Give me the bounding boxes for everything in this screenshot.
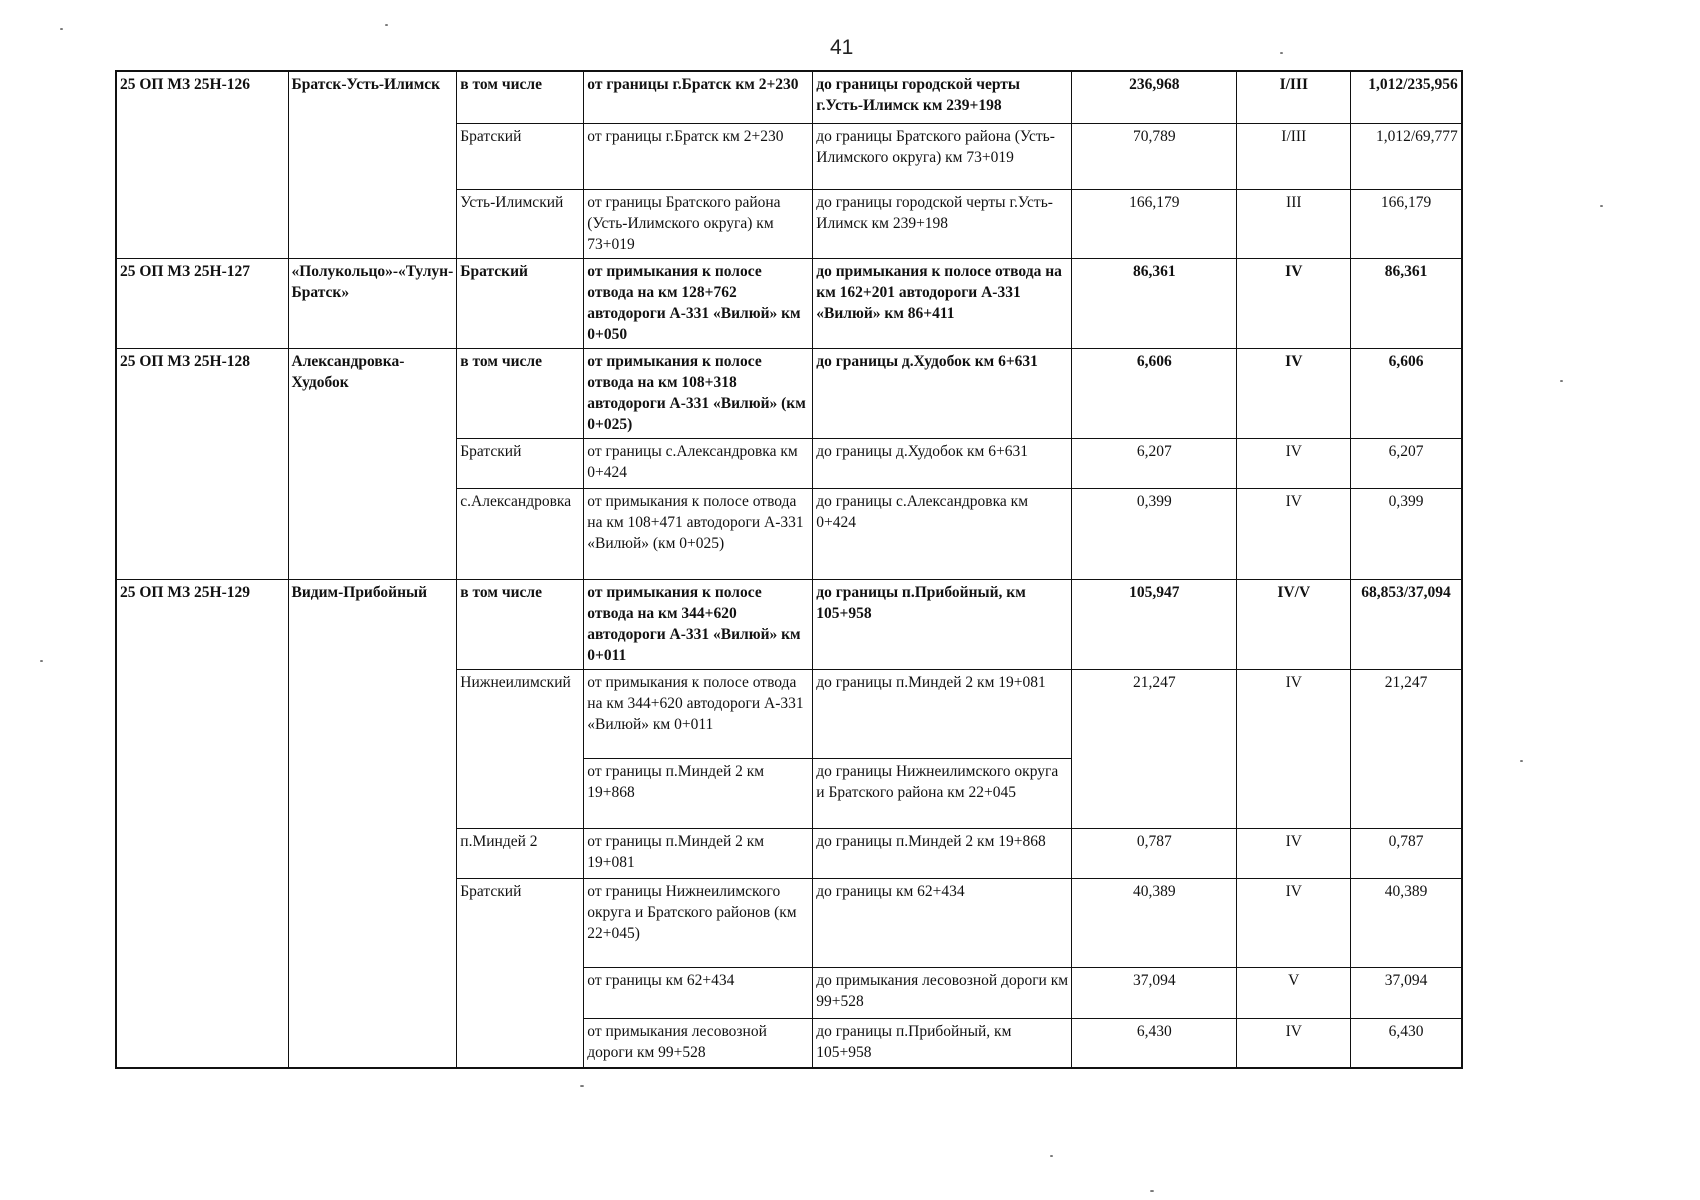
segment-to: до границы городской черты г.Усть-Илимск км 239+198 bbox=[813, 71, 1072, 123]
length-km: 6,606 bbox=[1072, 348, 1237, 438]
length-by-category-empty bbox=[1351, 758, 1462, 828]
segment-to: до границы с.Александровка км 0+424 bbox=[813, 488, 1072, 579]
road-category: I/III bbox=[1237, 71, 1351, 123]
table-row bbox=[116, 348, 1462, 438]
road-category: IV bbox=[1237, 258, 1351, 348]
road-category: I/III bbox=[1237, 123, 1351, 189]
length-by-category: 0,399 bbox=[1351, 488, 1462, 579]
length-by-category: 86,361 bbox=[1351, 258, 1462, 348]
segment-from: от примыкания к полосе отвода на км 344+620 автодороги А-331 «Вилюй» км 0+011 bbox=[584, 579, 813, 669]
segment-to: до границы городской черты г.Усть-Илимск км 239+198 bbox=[813, 189, 1072, 258]
length-by-category: 6,430 bbox=[1351, 1018, 1462, 1068]
segment-from: от границы Братского района (Усть-Илимского округа) км 73+019 bbox=[584, 189, 813, 258]
segment-to: до границы Братского района (Усть-Илимского округа) км 73+019 bbox=[813, 123, 1072, 189]
scan-speck bbox=[1560, 380, 1563, 382]
table-row bbox=[116, 258, 1462, 348]
page-number: 41 bbox=[830, 36, 854, 59]
segment-from: от примыкания к полосе отвода на км 108+318 автодороги А-331 «Вилюй» (км 0+025) bbox=[584, 348, 813, 438]
segment-to: до примыкания лесовозной дороги км 99+528 bbox=[813, 967, 1072, 1018]
segment-to: до границы д.Худобок км 6+631 bbox=[813, 438, 1072, 488]
road-code: 25 ОП МЗ 25Н-126 bbox=[116, 71, 288, 258]
length-km: 0,399 bbox=[1072, 488, 1237, 579]
segment-to: до примыкания к полосе отвода на км 162+201 автодороги А-331 «Вилюй» км 86+411 bbox=[813, 258, 1072, 348]
length-by-category: 1,012/69,777 bbox=[1351, 123, 1462, 189]
segment-to: до границы км 62+434 bbox=[813, 878, 1072, 967]
segment-from: от границы п.Миндей 2 км 19+081 bbox=[584, 828, 813, 878]
road-category: IV bbox=[1237, 488, 1351, 579]
segment-to: до границы д.Худобок км 6+631 bbox=[813, 348, 1072, 438]
table-row bbox=[116, 579, 1462, 669]
length-km: 6,207 bbox=[1072, 438, 1237, 488]
segment-from: от примыкания к полосе отвода на км 128+762 автодороги А-331 «Вилюй» км 0+050 bbox=[584, 258, 813, 348]
segment-to: до границы п.Миндей 2 км 19+868 bbox=[813, 828, 1072, 878]
road-code: 25 ОП МЗ 25Н-129 bbox=[116, 579, 288, 1068]
scan-speck bbox=[1150, 1190, 1154, 1192]
length-km: 105,947 bbox=[1072, 579, 1237, 669]
road-category: IV bbox=[1237, 438, 1351, 488]
length-by-category: 37,094 bbox=[1351, 967, 1462, 1018]
length-km: 70,789 bbox=[1072, 123, 1237, 189]
length-by-category: 40,389 bbox=[1351, 878, 1462, 967]
length-km: 40,389 bbox=[1072, 878, 1237, 967]
road-code: 25 ОП МЗ 25Н-128 bbox=[116, 348, 288, 579]
district-cell: Усть-Илимский bbox=[457, 189, 584, 258]
road-name: Братск-Усть-Илимск bbox=[288, 71, 457, 258]
road-category: IV/V bbox=[1237, 579, 1351, 669]
road-category: III bbox=[1237, 189, 1351, 258]
road-code: 25 ОП МЗ 25Н-127 bbox=[116, 258, 288, 348]
road-category-empty bbox=[1237, 758, 1351, 828]
road-name: Александровка-Худобок bbox=[288, 348, 457, 579]
table-row bbox=[116, 71, 1462, 123]
scan-speck bbox=[385, 24, 388, 26]
scan-speck bbox=[1280, 52, 1283, 54]
district-cell: п.Миндей 2 bbox=[457, 828, 584, 878]
district-cell: в том числе bbox=[457, 579, 584, 669]
segment-from: от границы км 62+434 bbox=[584, 967, 813, 1018]
scan-speck bbox=[1050, 1155, 1053, 1157]
segment-to: до границы п.Прибойный, км 105+958 bbox=[813, 1018, 1072, 1068]
segment-from: от примыкания к полосе отвода на км 108+471 автодороги А-331 «Вилюй» (км 0+025) bbox=[584, 488, 813, 579]
segment-from: от границы г.Братск км 2+230 bbox=[584, 71, 813, 123]
district-cell: с.Александровка bbox=[457, 488, 584, 579]
length-by-category: 166,179 bbox=[1351, 189, 1462, 258]
segment-to: до границы Нижнеилимского округа и Братского района км 22+045 bbox=[813, 758, 1072, 828]
district-cell: Братский bbox=[457, 438, 584, 488]
length-km: 0,787 bbox=[1072, 828, 1237, 878]
length-by-category: 6,207 bbox=[1351, 438, 1462, 488]
road-category: V bbox=[1237, 967, 1351, 1018]
road-category: IV bbox=[1237, 828, 1351, 878]
district-cell: Братский bbox=[457, 123, 584, 189]
length-km: 86,361 bbox=[1072, 258, 1237, 348]
district-cell: Нижнеилимский bbox=[457, 669, 584, 828]
district-cell: Братский bbox=[457, 878, 584, 1068]
length-km: 21,247 bbox=[1072, 669, 1237, 758]
segment-from: от границы с.Александровка км 0+424 bbox=[584, 438, 813, 488]
road-category: IV bbox=[1237, 669, 1351, 758]
length-km-empty bbox=[1072, 758, 1237, 828]
scan-speck bbox=[1600, 205, 1603, 207]
length-km: 166,179 bbox=[1072, 189, 1237, 258]
segment-from: от примыкания к полосе отвода на км 344+620 автодороги А-331 «Вилюй» км 0+011 bbox=[584, 669, 813, 758]
scan-speck bbox=[1520, 760, 1523, 762]
segment-to: до границы п.Миндей 2 км 19+081 bbox=[813, 669, 1072, 758]
segment-to: до границы п.Прибойный, км 105+958 bbox=[813, 579, 1072, 669]
length-km: 6,430 bbox=[1072, 1018, 1237, 1068]
road-category: IV bbox=[1237, 348, 1351, 438]
segment-from: от границы Нижнеилимского округа и Братского районов (км 22+045) bbox=[584, 878, 813, 967]
segment-from: от примыкания лесовозной дороги км 99+528 bbox=[584, 1018, 813, 1068]
scan-speck bbox=[60, 28, 63, 30]
scan-speck bbox=[580, 1085, 584, 1087]
length-by-category: 6,606 bbox=[1351, 348, 1462, 438]
district-cell: в том числе bbox=[457, 348, 584, 438]
length-km: 37,094 bbox=[1072, 967, 1237, 1018]
road-name: «Полукольцо»-«Тулун-Братск» bbox=[288, 258, 457, 348]
district-cell: Братский bbox=[457, 258, 584, 348]
length-by-category: 21,247 bbox=[1351, 669, 1462, 758]
length-km: 236,968 bbox=[1072, 71, 1237, 123]
length-by-category: 68,853/37,094 bbox=[1351, 579, 1462, 669]
segment-from: от границы г.Братск км 2+230 bbox=[584, 123, 813, 189]
district-cell: в том числе bbox=[457, 71, 584, 123]
road-category: IV bbox=[1237, 878, 1351, 967]
road-name: Видим-Прибойный bbox=[288, 579, 457, 1068]
segment-from: от границы п.Миндей 2 км 19+868 bbox=[584, 758, 813, 828]
road-register-table bbox=[115, 70, 1463, 1069]
scan-speck bbox=[40, 660, 43, 662]
road-category: IV bbox=[1237, 1018, 1351, 1068]
length-by-category: 0,787 bbox=[1351, 828, 1462, 878]
length-by-category: 1,012/235,956 bbox=[1351, 71, 1462, 123]
